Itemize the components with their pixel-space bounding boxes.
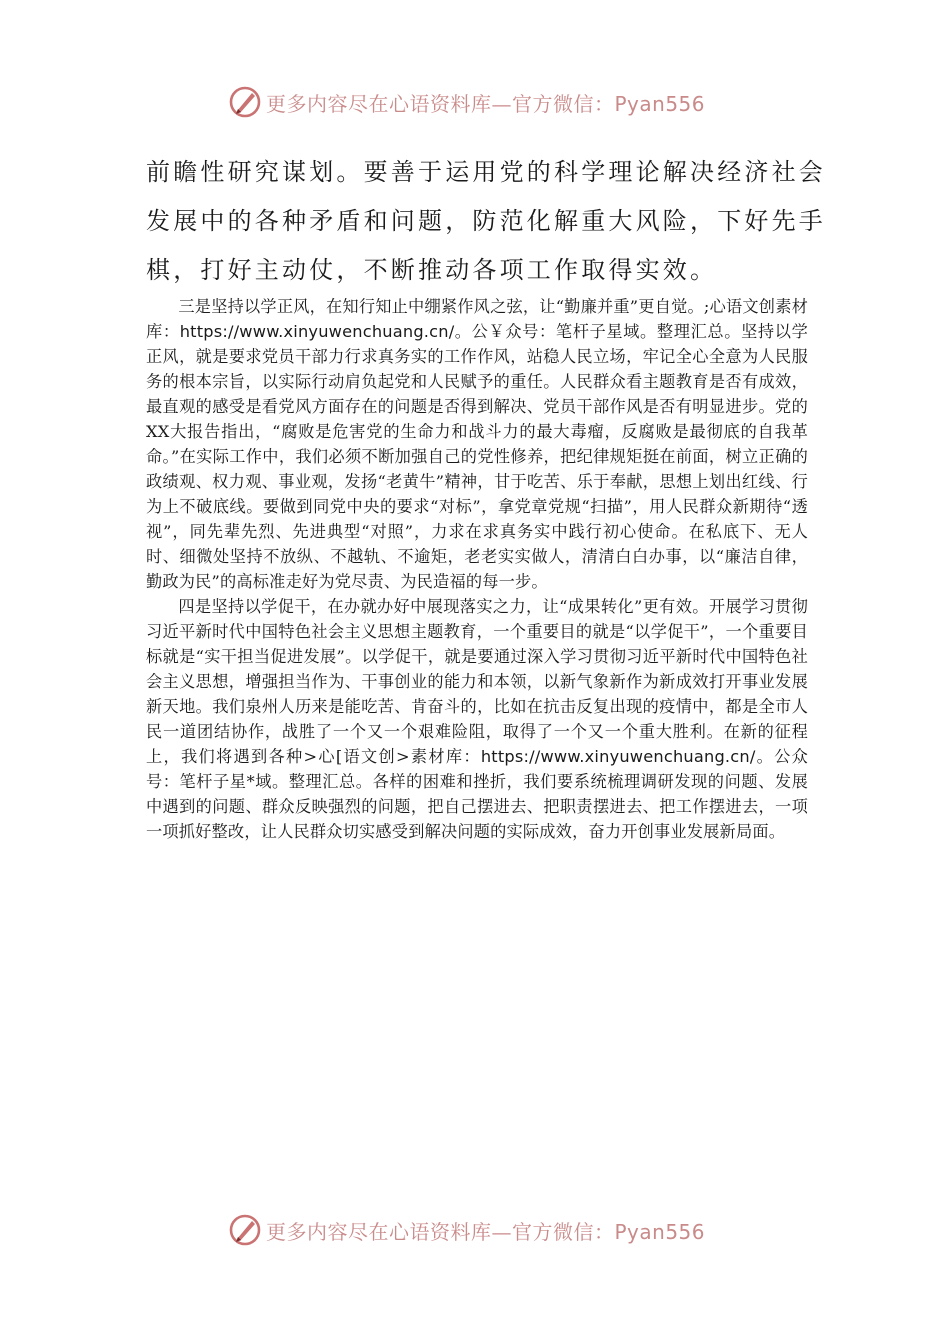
pen-logo-icon: [228, 85, 262, 119]
body-text: [146, 294, 808, 844]
paragraph-4: 四是坚持以学促干，在办就办好中展现落实之力，让“成果转化”更有效。开展学习贯彻习近平新时代中国特色社会主义思想主题教育，一个重要目的就是“以学促干”，一个重要目标就是“实干担当促进发展”。以学促干，就是要通过深入学习贯彻习近平新时代中国特色社会主义思想，增强担当作为、干事创业的能力和本领，以新气象新作为新成效打开事业发展新天地。我们泉州人历来是能吃苦、肯奋斗的，比如在抗击反复出现的疫情中，都是全市人民一道团结协作，战胜了一个又一个艰难险阻，取得了一个又一个重大胜利。在新的征程上，我们将遇到各种>心[语文创>素材库：https://www.xinyuwenchuang.cn/。公众号：笔杆子星*域。整理汇总。各样的困难和挫折，我们要系统梳理调研发现的问题、发展中遇到的问题、群众反映强烈的问题，把自己摆进去、把职责摆进去、把工作摆进去，一项一项抓好整改，让人民群众切实感受到解决问题的实际成效，奋力开创事业发展新局面。: [146, 597, 808, 841]
watermark-banner-bottom: [228, 1212, 748, 1248]
lead-paragraph: [146, 148, 826, 295]
paragraph-3: 三是坚持以学正风，在知行知止中绷紧作风之弦，让“勤廉并重”更自觉。;心语文创素材库：https://www.xinyuwenchuang.cn/。公￥众号：笔杆子星域。整理汇总。坚持以学正风，就是要求党员干部力行求真务实的工作作风，站稳人民立场，牢记全心全意为人民服务的根本宗旨，以实际行动肩负起党和人民赋予的重任。人民群众看主题教育是否有成效，最直观的感受是看党风方面存在的问题是否得到解决、党员干部作风是否有明显进步。党的XX大报告指出，“腐败是危害党的生命力和战斗力的最大毒瘤，反腐败是最彻底的自我革命。”在实际工作中，我们必须不断加强自己的党性修养，把纪律规矩挺在前面，树立正确的政绩观、权力观、事业观，发扬“老黄牛”精神，甘于吃苦、乐于奉献，思想上划出红线、行为上不破底线。要做到同党中央的要求“对标”，拿党章党规“扫描”，用人民群众新期待“透视”，同先辈先烈、先进典型“对照”，力求在求真务实中践行初心使命。在私底下、无人时、细微处坚持不放纵、不越轨、不逾矩，老老实实做人，清清白白办事，以“廉洁自律，勤政为民”的高标准走好为党尽责、为民造福的每一步。: [146, 297, 808, 591]
material-library-link: https://www.xinyuwenchuang.cn/: [480, 747, 756, 766]
watermark-text: 更多内容尽在心语资料库—官方微信：Pyan556: [266, 1219, 706, 1244]
lead-line: 发展中的各种矛盾和问题，防范化解重大风险，下好先手: [146, 207, 826, 235]
pen-logo-icon: [228, 1213, 262, 1247]
wechat-id: Pyan556: [614, 1219, 706, 1244]
lead-line: 前瞻性研究谋划。要善于运用党的科学理论解决经济社会: [146, 158, 826, 186]
wechat-id: Pyan556: [614, 91, 706, 116]
material-library-link: https://www.xinyuwenchuang.cn/: [179, 322, 455, 341]
watermark-text: 更多内容尽在心语资料库—官方微信：Pyan556: [266, 91, 706, 116]
lead-line: 棋，打好主动仗，不断推动各项工作取得实效。: [146, 256, 718, 284]
watermark-banner-top: [228, 84, 748, 120]
